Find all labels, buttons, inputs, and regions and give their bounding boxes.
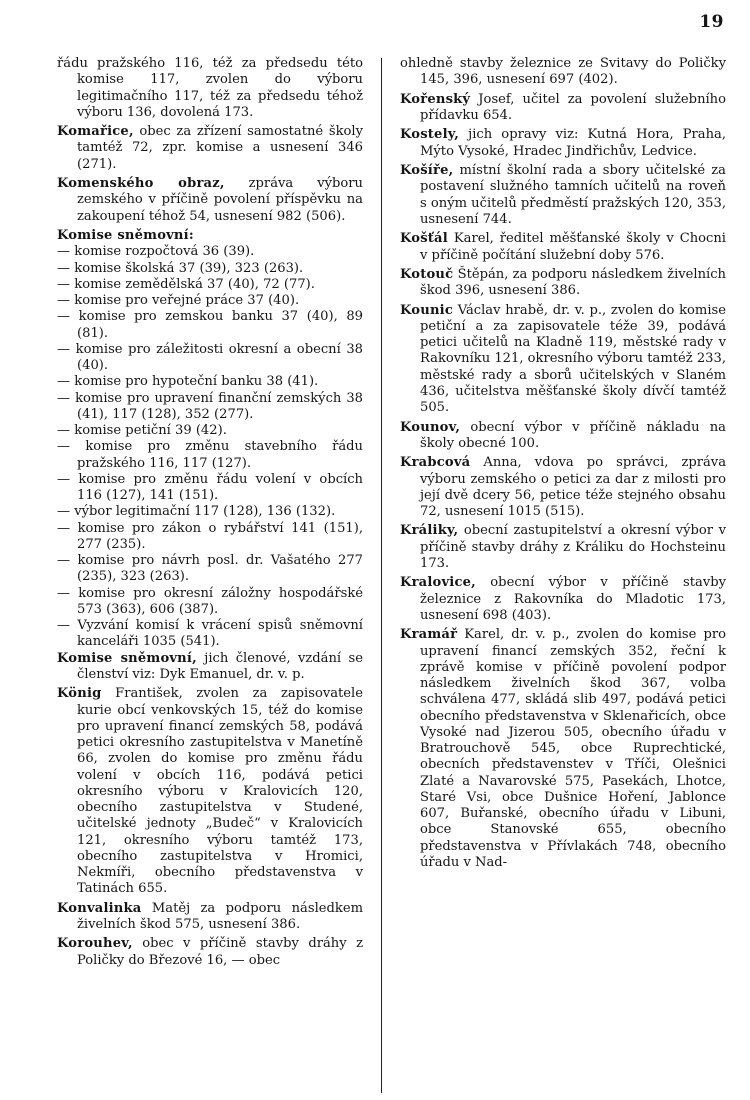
sub-entry: — Vyzvání komisí k vrácení spisů sněmovní kanceláři 1035 (541).: [57, 618, 363, 650]
entry-text: zpráva výboru zemského v příčině povolení příspěvku na zakoupení téhož 54, usnesení 982 (506).: [77, 176, 363, 224]
index-entry: [57, 56, 363, 121]
sub-entry: — komise pro návrh posl. dr. Vašatého 277 (235), 323 (263).: [57, 553, 363, 585]
entry-heading: Kounov,: [400, 419, 461, 435]
left-column: [57, 56, 363, 972]
index-entry: [57, 936, 363, 969]
entry-heading: Kralovice,: [400, 575, 476, 591]
entry-text: místní školní rada a sbory učitelské za postavení služného tamních učitelů na roveň s oným učitelů předměstí pražských 120, 353, usnesení 744.: [420, 163, 726, 227]
sub-entry: — komise pro zemskou banku 37 (40), 89 (81).: [57, 309, 363, 341]
entry-heading: Komise sněmovní:: [57, 228, 194, 244]
entry-heading: Kořenský: [400, 91, 471, 107]
index-entry: [400, 56, 726, 89]
entry-heading: Králiky,: [400, 523, 459, 539]
sub-entry: — komise pro upravení finanční zemských 38 (41), 117 (128), 352 (277).: [57, 390, 363, 422]
page-number: 19: [699, 12, 724, 32]
entry-text: Anna, vdova po správci, zpráva výboru zemského o petici za dar z milosti pro její dvě dcery 56, petice téže stejného obsahu 72, usnesení 1015 (515).: [420, 455, 726, 519]
index-entry: [400, 420, 726, 453]
index-entry: [400, 163, 726, 228]
index-entry: [400, 455, 726, 520]
entry-text: Matěj za podporu následkem živelních škod 575, usnesení 386.: [77, 900, 363, 932]
entry-heading: Komise sněmovní,: [57, 650, 197, 666]
entry-heading: Kotouč: [400, 266, 454, 282]
entry-text: Josef, učitel za povolení služebního přídavku 654.: [420, 91, 726, 123]
sub-entry: — komise pro změnu řádu volení v obcích 116 (127), 141 (151).: [57, 471, 363, 504]
entry-heading: Komařice,: [57, 124, 134, 140]
sub-entry: — komise pro veřejné práce 37 (40).: [57, 293, 300, 309]
entry-heading: Komenského obraz,: [57, 176, 225, 192]
entry-text: obecní výbor v příčině stavby železnice z Rakovníka do Mladotic 173, usnesení 698 (403).: [420, 575, 726, 623]
entry-heading: Korouhev,: [57, 936, 133, 952]
entry-text: obecní zastupitelství a okresní výbor v příčině stavby dráhy z Králiku do Hochsteinu 173.: [420, 523, 726, 571]
entry-text: Štěpán, za podporu následkem živelních škod 396, usnesení 386.: [420, 266, 726, 299]
entry-heading: Konvalinka: [57, 900, 142, 916]
sub-entry: — komise zemědělská 37 (40), 72 (77).: [57, 276, 315, 292]
sub-entry: — komise petiční 39 (42).: [57, 423, 227, 439]
entry-heading: Kramář: [400, 627, 458, 643]
sub-entry: — komise pro okresní záložny hospodářské 573 (363), 606 (387).: [57, 585, 363, 617]
index-entry: [57, 124, 363, 173]
sub-entry: — komise pro změnu stavebního řádu pražského 116, 117 (127).: [57, 439, 363, 471]
sub-entry: — komise školská 37 (39), 323 (263).: [57, 260, 304, 276]
column-divider: [381, 58, 382, 1093]
entry-text: Václav hrabě, dr. v. p., zvolen do komise petiční a za zapisovatele téže 39, podává petici učitelů na Kladně 119, městské rady v Rakovníku 121, okresního výboru tamtéž 233, městské rady a sborů učitelských v Slaném 436, učitelstva měšťanské školy dívčí tamtéž 505.: [420, 302, 726, 416]
entry-heading: König: [57, 686, 102, 702]
entry-text: řádu pražského 116, též za předsedu této komise 117, zvolen do výboru legitimačního 117, též za předsedu téhož výboru 136, dovolená 173.: [57, 56, 363, 120]
right-column: [400, 56, 726, 874]
index-entry: [57, 686, 363, 897]
sub-entry: — komise rozpočtová 36 (39).: [57, 244, 255, 260]
entry-text: jich opravy viz: Kutná Hora, Praha, Mýto Vysoké, Hradec Jindřichův, Ledvice.: [420, 127, 726, 159]
entry-heading: Kostely,: [400, 127, 460, 143]
index-entry: [57, 901, 363, 934]
index-entry: [400, 303, 726, 417]
sub-entry: — komise pro zákon o rybářství 141 (151), 277 (235).: [57, 520, 363, 552]
index-entry: [400, 127, 726, 160]
index-entry: [57, 176, 363, 225]
entry-text: obec v příčině stavby dráhy z Poličky do Březové 16, — obec: [77, 936, 363, 968]
entry-text: obecní výbor v příčině nákladu na školy obecné 100.: [420, 419, 726, 451]
entry-text: obec za zřízení samostatné školy tamtéž 72, zpr. komise a usnesení 346 (271).: [77, 124, 363, 172]
entry-text: jich členové, vzdání se členství viz: Dyk Emanuel, dr. v. p.: [77, 650, 363, 682]
entry-text: Karel, ředitel měšťanské školy v Chocni v příčině počítání služební doby 576.: [420, 231, 726, 263]
index-entry: [57, 228, 363, 244]
entry-text: ohledně stavby železnice ze Svitavy do Poličky 145, 396, usnesení 697 (402).: [400, 56, 726, 88]
entry-text: František, zvolen za zapisovatele kurie obcí venkovských 15, též do komise pro upravení financí zemských 58, podává petici okresního zastupitelstva v Manetíně 66, zvolen do komise pro změnu řádu volení v obcích 116, podává petici okresního výboru v Kralovicích 120, obecního zastupitelstva v Studené, učitelské jednoty „Budeč“ v Kralovicích 121, okresního výboru tamtéž 173, obecního zastupitelstva v Hromici, Nekmíři, obecního představenstva v Tatinách 655.: [77, 686, 363, 897]
sub-entry: — komise pro záležitosti okresní a obecní 38 (40).: [57, 341, 363, 374]
entry-heading: Košťál: [400, 231, 448, 247]
sub-entry: — výbor legitimační 117 (128), 136 (132).: [57, 504, 336, 520]
index-entry: [400, 575, 726, 624]
entry-heading: Krabcová: [400, 455, 471, 471]
index-entry: [400, 92, 726, 125]
entry-text: Karel, dr. v. p., zvolen do komise pro upravení financí zemských 352, řeční k zprávě komise v příčině povolení podpor následkem živelních škod 367, volba schválena 477, skládá slib 497, podává petici obecního představenstva v Sklenařicích, obce Vysoké nad Jizerou 505, obecního úřadu v Bratrouchově 545, obce Ruprechtické, obecních představenstev v Tříči, Olešnici Zlaté a Navarovské 575, Pasekách, Lhotce, Staré Vsi, obce Dušnice Hoření, Jablonce 607, Buřanské, obecního úřadu v Libuni, obce Stanovské 655, obecního představenstva v Přívlakách 748, obecního úřadu v Nad-: [420, 627, 726, 870]
entry-heading: Košíře,: [400, 163, 454, 179]
index-entry: [57, 651, 363, 684]
index-entry: [400, 627, 726, 871]
index-entry: [400, 523, 726, 572]
index-entry: [400, 267, 726, 300]
entry-heading: Kounic: [400, 302, 454, 318]
sub-entry: — komise pro hypoteční banku 38 (41).: [57, 374, 319, 390]
index-entry: [400, 231, 726, 264]
